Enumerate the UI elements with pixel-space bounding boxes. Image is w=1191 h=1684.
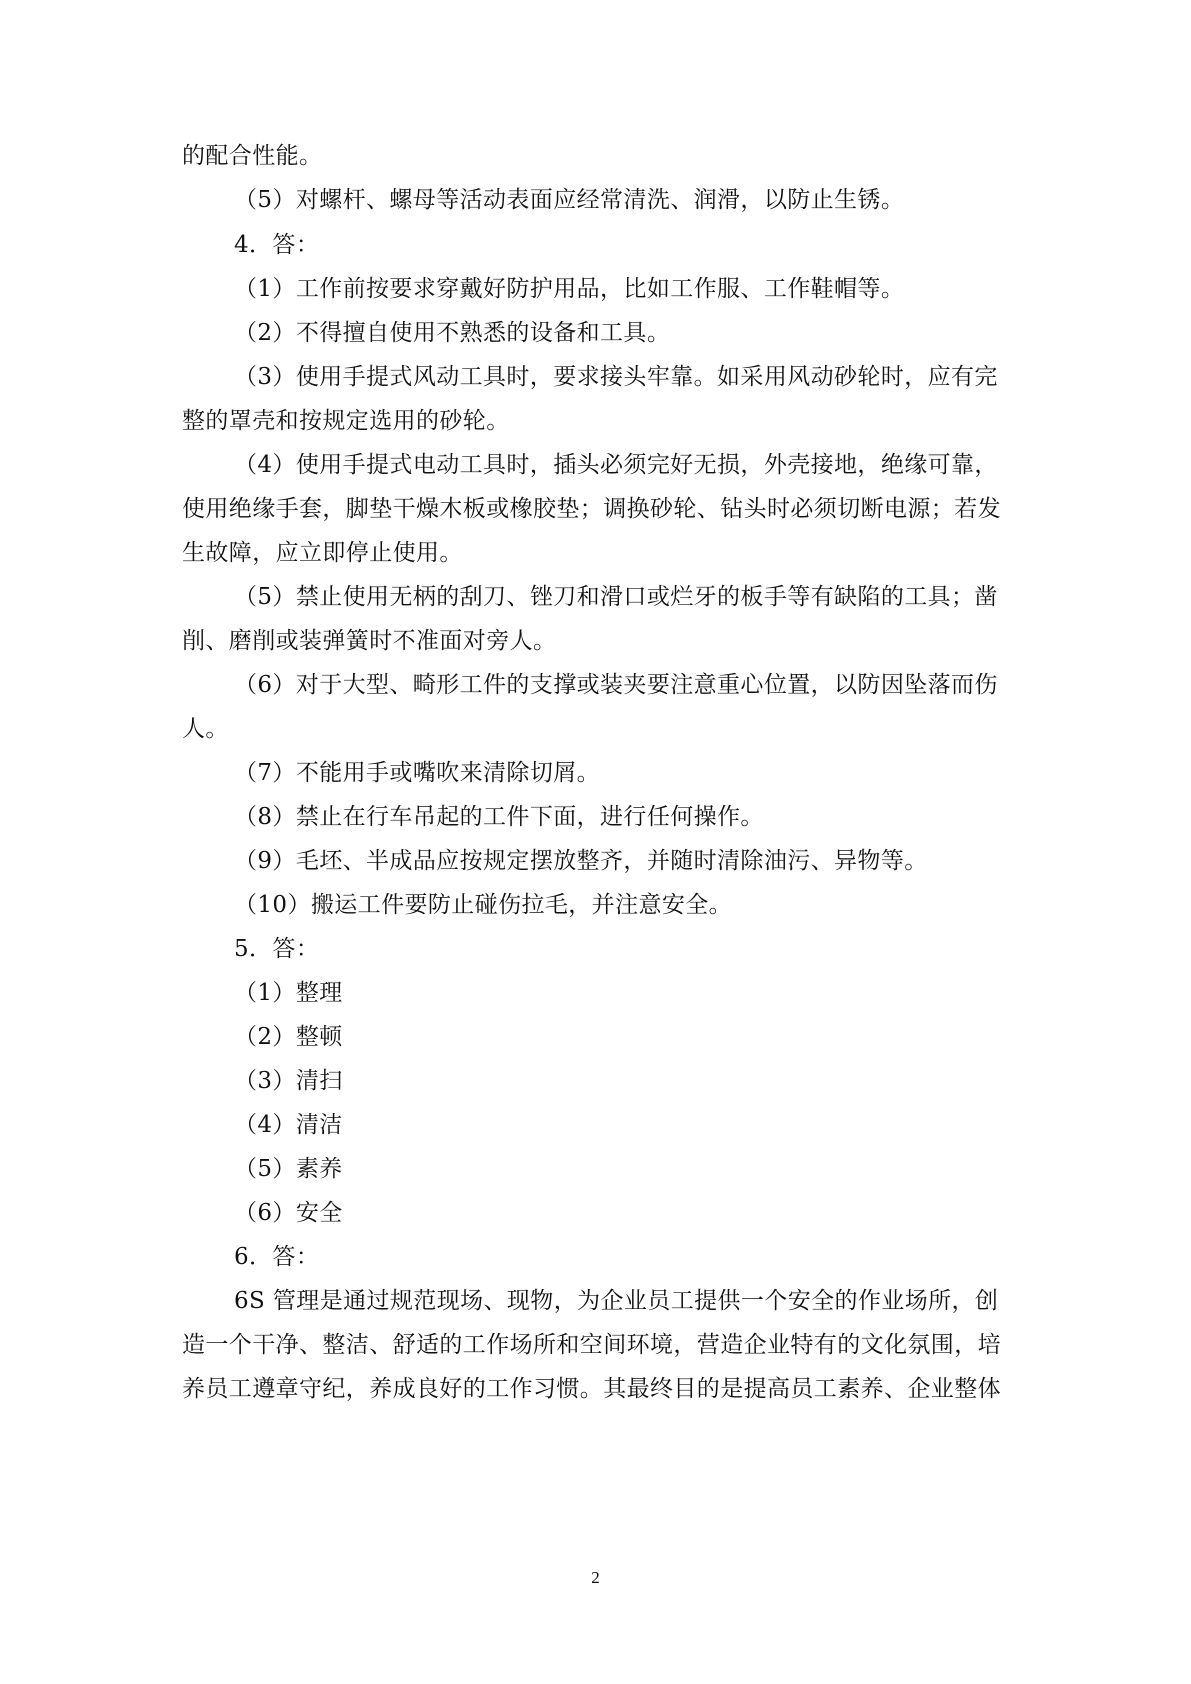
text-line: （1）工作前按要求穿戴好防护用品，比如工作服、工作鞋帽等。 (234, 276, 905, 302)
text-line: （2）不得擅自使用不熟悉的设备和工具。 (234, 320, 671, 346)
text-line: （9）毛坯、半成品应按规定摆放整齐，并随时清除油污、异物等。 (234, 848, 928, 874)
answer-heading: 4．答： (234, 232, 320, 258)
list-item: （6）安全 (234, 1200, 343, 1226)
text-line: 削、磨削或装弹簧时不准面对旁人。 (182, 628, 557, 654)
list-item: （2）整顿 (234, 1024, 343, 1050)
list-item: （3）清扫 (234, 1068, 343, 1094)
text-line: 造一个干净、整洁、舒适的工作场所和空间环境，营造企业特有的文化氛围，培 (182, 1332, 1001, 1358)
answer-heading: 6．答： (234, 1244, 320, 1270)
text-line: 6S 管理是通过规范现场、现物，为企业员工提供一个安全的作业场所，创 (234, 1288, 999, 1314)
text-line: 养员工遵章守纪，养成良好的工作习惯。其最终目的是提高员工素养、企业整体 (182, 1376, 1001, 1402)
text-line: （7）不能用手或嘴吹来清除切屑。 (234, 760, 601, 786)
page-number: 2 (591, 1568, 600, 1587)
text-line: 人。 (182, 716, 229, 742)
text-line: （5）禁止使用无柄的刮刀、锉刀和滑口或烂牙的板手等有缺陷的工具；凿 (234, 584, 998, 610)
text-line: （4）使用手提式电动工具时，插头必须完好无损，外壳接地，绝缘可靠， (234, 452, 998, 478)
text-line: 生故障，应立即停止使用。 (182, 540, 463, 566)
text-line: 使用绝缘手套，脚垫干燥木板或橡胶垫；调换砂轮、钻头时必须切断电源；若发 (182, 496, 1001, 522)
text-line: （8）禁止在行车吊起的工件下面，进行任何操作。 (234, 804, 764, 830)
list-item: （5）素养 (234, 1156, 343, 1182)
text-line: （3）使用手提式风动工具时，要求接头牢靠。如采用风动砂轮时，应有完 (234, 364, 998, 390)
list-item: （1）整理 (234, 980, 343, 1006)
list-item: （4）清洁 (234, 1112, 343, 1138)
text-line: 整的罩壳和按规定选用的砂轮。 (182, 408, 510, 434)
text-line: （5）对螺杆、螺母等活动表面应经常清洗、润滑，以防止生锈。 (234, 187, 905, 213)
text-line: （6）对于大型、畸形工件的支撑或装夹要注意重心位置，以防因坠落而伤 (234, 672, 998, 698)
text-line: （10）搬运工件要防止碰伤拉毛，并注意安全。 (234, 892, 733, 918)
text-line: 的配合性能。 (182, 143, 323, 169)
answer-heading: 5．答： (234, 936, 320, 962)
